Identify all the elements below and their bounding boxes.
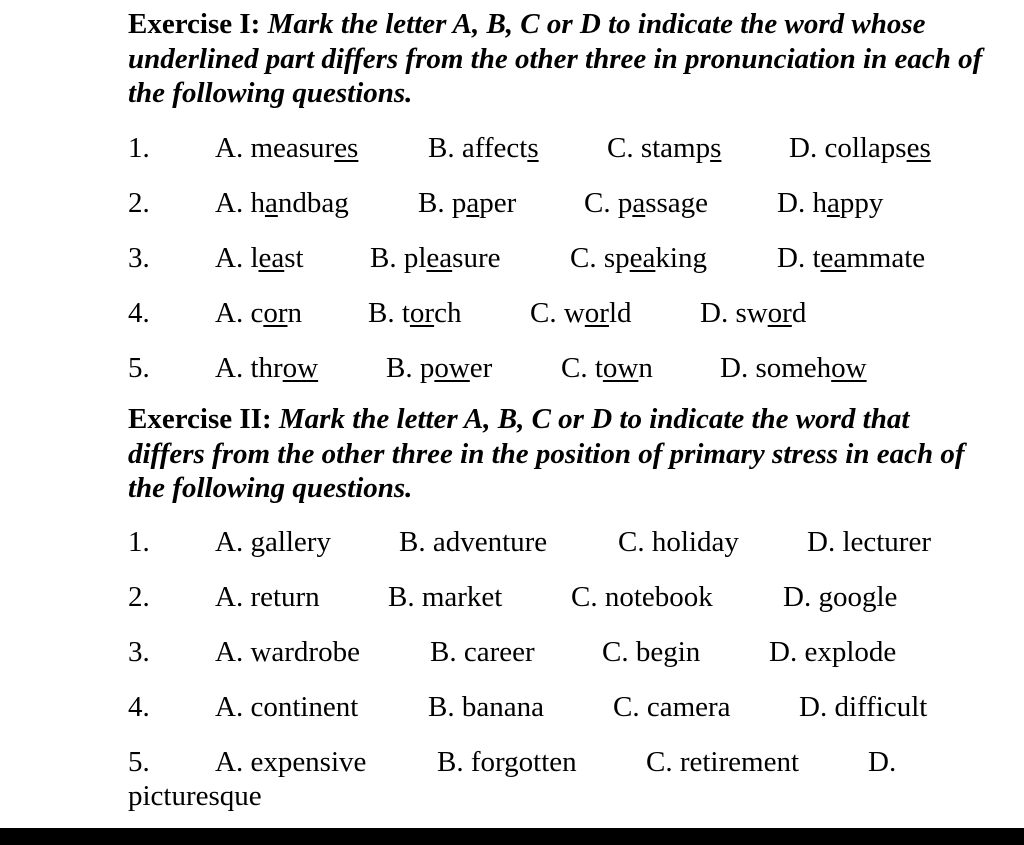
option-d-continuation: picturesque — [128, 780, 262, 812]
question-number: 5. — [128, 746, 150, 778]
exercise-2-instruction: Mark the letter A, B, C or D to indicate the word that differs from the other three in the position of primary stress in each of the following questions. — [128, 403, 965, 504]
option-c: C. town — [561, 352, 653, 384]
option-c: C. stamps — [607, 132, 722, 164]
option-a: A. gallery — [215, 526, 331, 558]
exercise-1-question-5 — [0, 350, 1024, 386]
exercise-2-question-1 — [0, 524, 1024, 560]
option-d: D. collapses — [789, 132, 931, 164]
exercise-1-question-2 — [0, 185, 1024, 221]
exercise-1-instruction: Mark the letter A, B, C or D to indicate the word whose underlined part differs from the other three in pronunciation in each of the following questions. — [128, 8, 983, 109]
option-d: D. lecturer — [807, 526, 931, 558]
option-b: B. adventure — [399, 526, 548, 558]
option-d: D. explode — [769, 636, 897, 668]
option-a: A. measures — [215, 132, 359, 164]
question-number: 2. — [128, 581, 150, 613]
option-a: A. return — [215, 581, 320, 613]
exercise-1-label: Exercise I: — [128, 8, 261, 40]
exercise-2-question-2 — [0, 579, 1024, 615]
option-b: B. forgotten — [437, 746, 577, 778]
option-b: B. power — [386, 352, 493, 384]
question-number: 4. — [128, 297, 150, 329]
question-number: 5. — [128, 352, 150, 384]
option-b: B. affects — [428, 132, 539, 164]
exercise-1-question-1 — [0, 130, 1024, 166]
question-number: 3. — [128, 242, 150, 274]
option-d: D. happy — [777, 187, 884, 219]
exercise-2-heading — [128, 402, 988, 506]
exercise-1-heading — [128, 7, 988, 111]
option-c: C. speaking — [570, 242, 707, 274]
option-b: B. market — [388, 581, 503, 613]
exercise-2-question-5 — [0, 744, 1024, 780]
question-number: 2. — [128, 187, 150, 219]
option-c: C. world — [530, 297, 632, 329]
option-d: D. sword — [700, 297, 807, 329]
option-a: A. wardrobe — [215, 636, 360, 668]
question-number: 3. — [128, 636, 150, 668]
option-b: B. banana — [428, 691, 544, 723]
option-b: B. pleasure — [370, 242, 501, 274]
option-a: A. corn — [215, 297, 302, 329]
option-c: C. retirement — [646, 746, 800, 778]
exercise-1-question-3 — [0, 240, 1024, 276]
option-d: D. — [868, 746, 897, 778]
option-c: C. holiday — [618, 526, 739, 558]
question-number: 4. — [128, 691, 150, 723]
question-number: 1. — [128, 526, 150, 558]
option-c: C. passage — [584, 187, 709, 219]
exercise-2-question-4 — [0, 689, 1024, 725]
option-a: A. handbag — [215, 187, 349, 219]
option-a: A. expensive — [215, 746, 367, 778]
option-a: A. least — [215, 242, 304, 274]
option-b: B. paper — [418, 187, 517, 219]
exercise-2-question-3 — [0, 634, 1024, 670]
option-c: C. begin — [602, 636, 701, 668]
bottom-black-bar — [0, 828, 1024, 845]
exercise-1-question-4 — [0, 295, 1024, 331]
option-c: C. notebook — [571, 581, 713, 613]
option-c: C. camera — [613, 691, 731, 723]
option-a: A. throw — [215, 352, 319, 384]
option-a: A. continent — [215, 691, 359, 723]
option-d: D. teammate — [777, 242, 926, 274]
option-b: B. career — [430, 636, 535, 668]
question-number: 1. — [128, 132, 150, 164]
option-d: D. somehow — [720, 352, 867, 384]
option-d: D. google — [783, 581, 898, 613]
option-d: D. difficult — [799, 691, 928, 723]
exercise-2-label: Exercise II: — [128, 403, 272, 435]
option-b: B. torch — [368, 297, 462, 329]
